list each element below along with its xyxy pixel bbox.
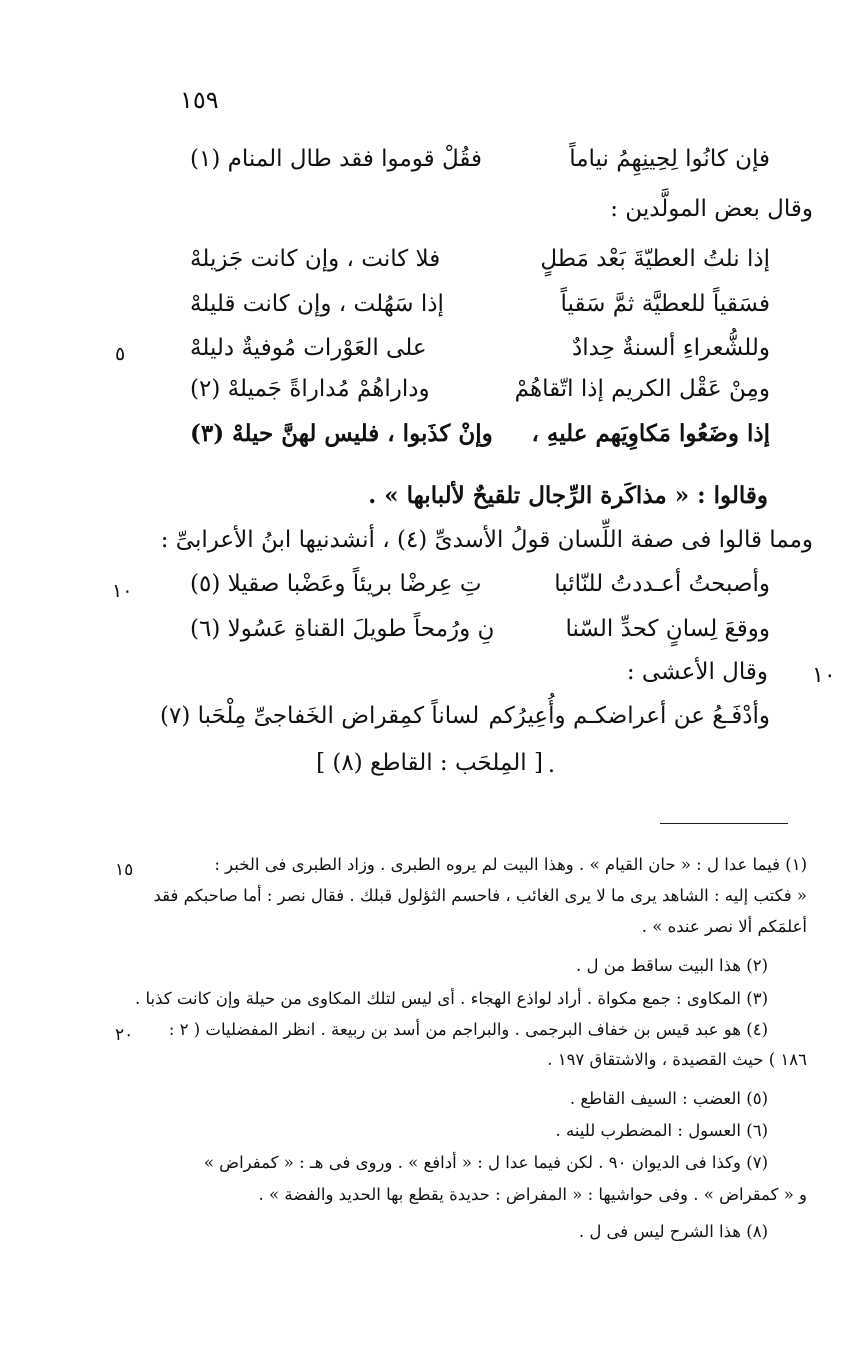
prose-line: ومما قالوا فى صفة اللِّسان قولُ الأسدىِّ (٤) ، أنشدنيها ابنُ الأعرابىِّ :: [160, 527, 813, 553]
verse-hemistich-first: وأدْفَـعُ عن أعراضكـم وأُعِيرُكم: [488, 703, 770, 729]
verse-hemistich-second: على العَوْرات مُوفيةٌ دليلهْ: [190, 335, 427, 361]
verse-hemistich-first: وللشُّعراءِ ألسنةٌ حِدادٌ: [572, 335, 770, 361]
footnote-line: « فكتب إليه : الشاهد يرى ما لا يرى الغائب ، فاحسم الثؤلول قبلك . فقال نصر : أما صاحبكم فقد: [153, 886, 807, 905]
verse-hemistich-second: نِ ورُمحاً طويلَ القناةِ عَسُولا (٦): [190, 616, 495, 642]
verse-hemistich-first: وأصبحتُ أعـددتُ للنّائبا: [554, 571, 770, 597]
gloss: [ المِلحَب : القاطع (٨) ]: [316, 750, 543, 776]
page-number: ١٥٩: [180, 86, 219, 114]
footnote-line: ١٨٦ ) حيث القصيدة ، والاشتقاق ١٩٧ .: [547, 1050, 807, 1069]
prose-line: وقال الأعشى :: [626, 659, 768, 685]
verse-hemistich-second: تِ عِرضْا بريئاً وعَضْبا صقيلا (٥): [190, 571, 482, 597]
verse-line: [160, 703, 770, 729]
footnote-line: (٧) وكذا فى الديوان ٩٠ . لكن فيما عدا ل : « أدافع » . وروى فى هـ : « كمفراض »: [203, 1153, 768, 1172]
verse-hemistich-second: وداراهُمْ مُداراةً جَميلهْ (٢): [190, 376, 430, 402]
footnote-line: (٦) العسول : المضطرب للينه .: [555, 1121, 768, 1140]
verse-line: [190, 291, 770, 317]
verse-hemistich-second: فلا كانت ، وإن كانت جَزيلهْ: [190, 246, 441, 272]
footnote-line: (٨) هذا الشرح ليس فى ل .: [578, 1222, 768, 1241]
verse-hemistich-first: فسَقياً للعطيَّة ثمَّ سَقياً: [560, 291, 770, 317]
verse-line: [190, 571, 770, 597]
margin-line-number: ١٠: [812, 663, 836, 688]
footnote-separator: [660, 823, 788, 824]
footnote-line: (٥) العضب : السيف القاطع .: [569, 1089, 768, 1108]
verse-line: [190, 146, 770, 172]
verse-hemistich-second: فقُلْ قوموا فقد طال المنام (١): [190, 146, 482, 172]
margin-line-number: ٢٠: [115, 1025, 134, 1045]
margin-line-number: ٥: [115, 343, 126, 365]
verse-line: [190, 335, 770, 361]
margin-line-number: ١٥: [115, 860, 134, 880]
verse-hemistich-first: ووقعَ لِسانٍ كحدِّ السّنا: [565, 616, 770, 642]
margin-line-number: ١٠: [112, 580, 133, 602]
footnote-line: (٢) هذا البيت ساقط من ل .: [576, 956, 768, 975]
verse-hemistich-second: إذا سَهُلت ، وإن كانت قليلهْ: [190, 291, 444, 317]
footnote-line: (٤) هو عبد قيس بن خفاف البرجمى . والبراجم من أسد بن ربيعة . انظر المفضليات ( ٢ :: [168, 1020, 768, 1039]
prose-line: وقال بعض المولَّدين :: [610, 196, 813, 222]
footnote-line: (١) فيما عدا ل : « حان القيام » . وهذا البيت لم يروه الطبرى . وزاد الطبرى فى الخبر :: [214, 855, 807, 874]
footnote-line: (٣) المكاوى : جمع مكواة . أراد لواذع الهجاء . أى ليس لتلك المكاوى من حيلة وإن كانت كذبا .: [134, 989, 768, 1008]
gloss-period: .: [547, 752, 555, 778]
verse-hemistich-first: إذا نلتُ العطيّةَ بَعْد مَطلٍ: [540, 246, 770, 272]
verse-line: [190, 376, 770, 402]
verse-hemistich-first: ومِنْ عَقْل الكريم إذا اتّقاهُمْ: [514, 376, 770, 402]
verse-hemistich-second: لساناً كمِقراض الخَفاجىِّ مِلْحَبا (٧): [160, 703, 480, 729]
verse-hemistich-first: إذا وضَعُوا مَكاوِيَهم عليهِ ،: [531, 420, 770, 447]
footnote-line: أعلمَكم ألا نصر عنده » .: [641, 917, 807, 936]
verse-line: [190, 420, 770, 447]
verse-line: [190, 246, 770, 272]
verse-line: [190, 616, 770, 642]
prose-line: وقالوا : « مذاكَرة الرِّجال تلقيحٌ لألبابها » .: [368, 482, 768, 509]
verse-hemistich-second: وإنْ كذَبوا ، فليس لهنَّ حيلهْ (٣): [190, 420, 493, 447]
footnote-line: و « كمقراض » . وفى حواشيها : « المفراض : حديدة يقطع بها الحديد والفضة » .: [258, 1185, 807, 1204]
verse-hemistich-first: فإن كانُوا لِحِينِهِمُ نياماً: [569, 146, 770, 172]
